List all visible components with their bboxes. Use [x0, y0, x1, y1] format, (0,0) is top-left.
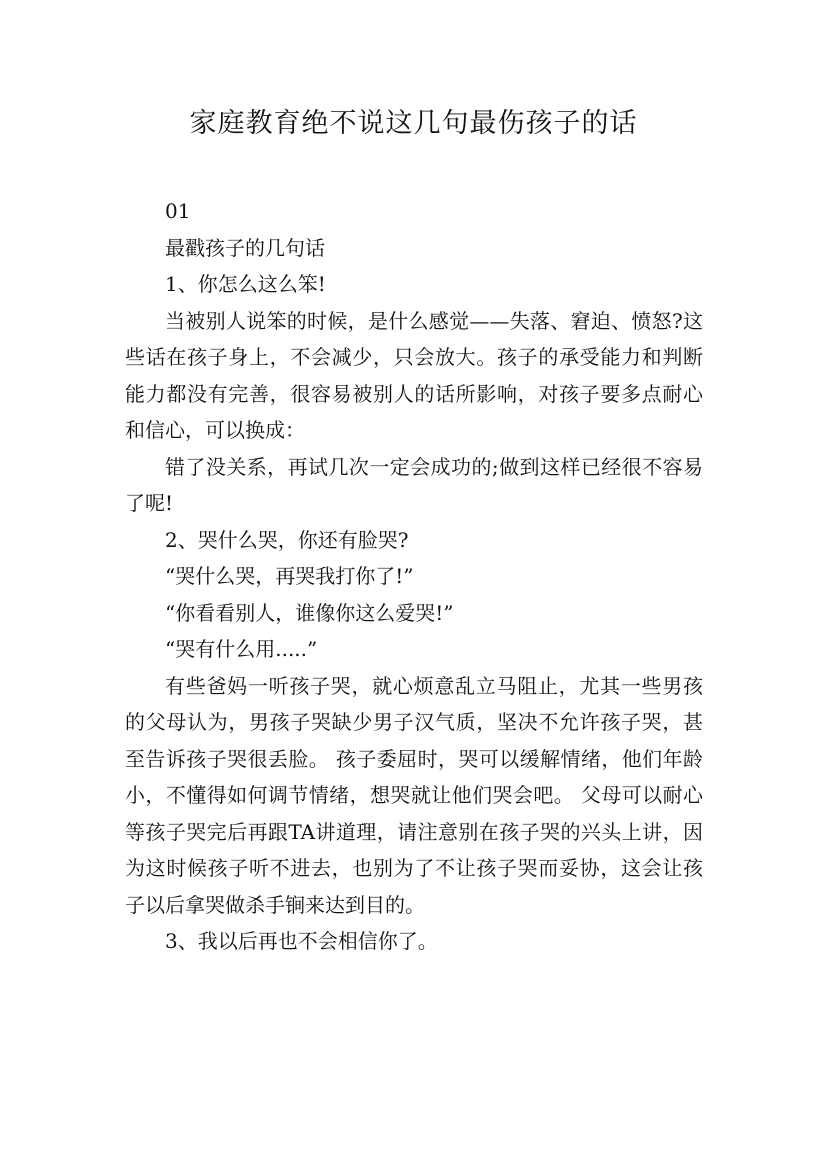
item-heading-2: 2、哭什么哭，你还有脸哭?: [165, 527, 409, 552]
document-title: 家庭教育绝不说这几句最伤孩子的话: [189, 108, 638, 139]
document-body: [125, 193, 703, 960]
item-heading-3: 3、我以后再也不会相信你了。: [165, 929, 438, 953]
quote-line: “你看看别人，谁像你这么爱哭!”: [165, 600, 454, 625]
paragraph: 当被别人说笨的时候，是什么感觉——失落、窘迫、愤怒?这些话在孩子身上，不会减少，只会放大。孩子的承受能力和判断能力都没有完善，很容易被别人的话所影响，对孩子要多点耐心和信心，可以换成：: [125, 308, 703, 442]
paragraph: 错了没关系，再试几次一定会成功的;做到这样已经很不容易了呢!: [125, 454, 703, 515]
quote-line: “哭什么哭，再哭我打你了!”: [165, 564, 414, 588]
item-heading-1: 1、你怎么这么笨!: [165, 272, 326, 296]
paragraph: 有些爸妈一听孩子哭，就心烦意乱立马阻止，尤其一些男孩的父母认为，男孩子哭缺少男子汉气质，坚决不允许孩子哭，甚至告诉孩子哭很丢脸。 孩子委屈时，哭可以缓解情绪，他们年龄小，不懂得如何调节情绪，想哭就让他们哭会吧。 父母可以耐心等孩子哭完后再跟TA讲道理，请注意别在孩子哭的兴头上讲，因为这时候孩子听不进去，也别为了不让孩子哭而妥协，这会让孩子以后拿哭做杀手锏来达到目的。: [125, 673, 703, 917]
section-heading: 最戳孩子的几句话: [165, 235, 325, 260]
section-number: 01: [165, 199, 191, 223]
quote-line: “哭有什么用.....”: [165, 637, 318, 661]
